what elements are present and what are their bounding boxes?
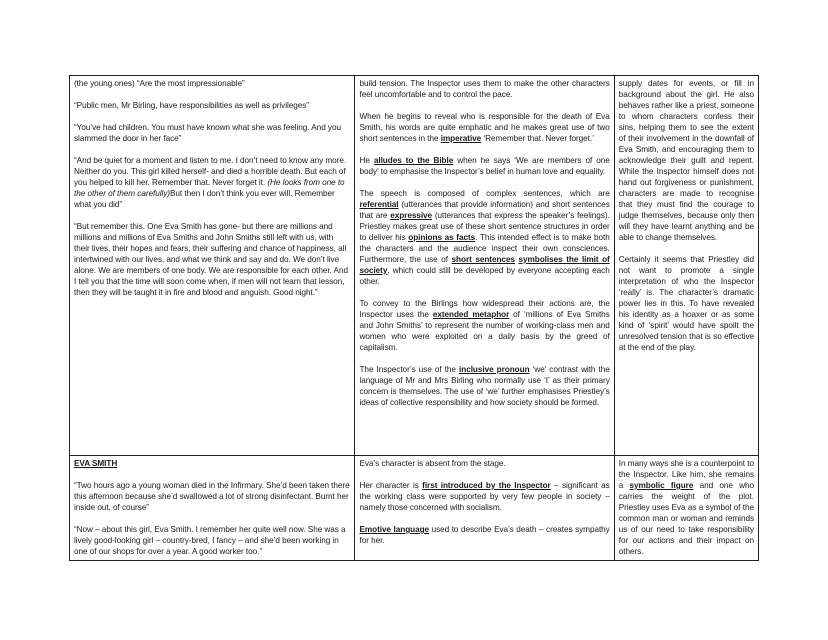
quote: “You’ve had children. You must have known what she was feeling. And you slammed the door in her face” [74,123,341,143]
analysis-paragraph: Her character is first introduced by the Inspector – significant as the working class were supported by very few people in society – namely those concerned with socialism. [359,481,610,512]
key-term: symbolic figure [629,481,694,490]
quote: “Two hours ago a young woman died in the Infirmary. She’d been taken there this afternoon because she’d swallowed a lot of strong disinfectant. Burnt her inside out, of course” [74,481,350,512]
quote: “But remember this. One Eva Smith has gone- but there are millions and millions and millions of Eva Smiths and John Smiths still left with us, with their lives, their hopes and fears, their suffering and chance of happiness, all intertwined with our lives, and what we think and say and do. We don’t live alone. We are members of one body. We are responsible for each other. And I tell you that the time will soon come when, if men will not learn that lesson, then they will be taught it in fire and blood and anguish. Good night.” [74,222,348,297]
quotes-cell [70,456,355,561]
context-cell [614,76,758,456]
context-paragraph: In many ways she is a counterpoint to the Inspector. Like him, she remains a symbolic figure and one who carries the weight of the plot. Priestley uses Eva as a symbol of the common man or woman and reminds us of our need to take responsibility for our actions and their impact on others. [618,459,755,556]
analysis-paragraph: Eva’s character is absent from the stage. [359,459,506,468]
key-term: referential [359,200,399,209]
table-row-inspector [70,76,759,456]
key-term: symbolises the limit of society [359,255,610,275]
context-paragraph: supply dates for events, or fill in background about the girl. He also behaves rather like a priest, someone to whom characters confess their sins, helping them to see the extent of their involvement in the downfall of Eva Smith, and encouraging them to acknowledge their guilt and repent. While the Inspector himself does not hand out forgiveness or punishment, characters are made to recognise that they must find the courage to judge themselves, because only then will they have learnt anything and be able to change themselves. [618,79,754,242]
key-term: short sentences [451,255,515,264]
quotes-cell [70,76,355,456]
context-paragraph: Certainly it seems that Priestley did not want to promote a single interpretation of who the Inspector ‘really’ is. The character’s dramatic power lies in this. To have revealed his identity as a hoaxer or as some kind of ‘spirit’ would have spoilt the unresolved tension that is so effective at the end of the play. [618,255,754,352]
key-term: imperative [440,134,482,143]
analysis-paragraph: build tension. The Inspector uses them to make the other characters feel uncomfortable and to control the pace. [359,79,610,99]
analysis-table [69,75,759,561]
stage-direction: (He looks from one to the other of them carefully) [74,178,345,198]
analysis-paragraph: When he begins to reveal who is responsible for the death of Eva Smith, his words are quite emphatic and he makes great use of two short sentences in the imperative ‘Remember that. Never forget.’ [359,112,610,143]
analysis-paragraph: He alludes to the Bible when he says ‘We are members of one body’ to emphasise the Inspector’s belief in human love and equality. [359,156,610,176]
quote: (the young ones) “Are the most impressionable” [74,79,245,88]
analysis-cell [355,456,614,561]
key-term: extended metaphor [432,310,510,319]
analysis-paragraph: The speech is composed of complex sentences, which are referential (utterances that provide information) and short sentences that are expressive (utterances that express the speaker’s feelings). Priestley makes great use of these short sentence structures in order to deliver his opinions as facts. This intended effect is to make both the characters and the audience inspect their own consciences. Furthermore, the use of short sentences symbolises the limit of society, which could still be developed by everyone accepting each other. [359,189,610,286]
key-term: expressive [390,211,433,220]
analysis-cell [355,76,614,456]
analysis-paragraph: Emotive language used to describe Eva’s death – creates sympathy for her. [359,525,610,545]
quote: “Now – about this girl, Eva Smith. I remember her quite well now. She was a lively good-looking girl – country-bred, I fancy – and she’d been working in one of our shops for over a year. A good worker too.” [74,525,346,556]
quote: “And be quiet for a moment and listen to me. I don’t need to know any more. Neither do you. This girl killed herself- and died a horrible death. But each of you helped to kill her. Remember that. Never forget it. (He looks from one to the other of them carefully)But then I don’t think you ever will. Remember what you did” [74,156,347,209]
context-cell [614,456,758,561]
key-term: first introduced by the Inspector [422,481,551,490]
key-term: inclusive pronoun [459,365,530,374]
key-term: opinions as facts [408,233,476,242]
key-term: Emotive language [359,525,430,534]
table-row-eva [70,456,759,561]
section-heading: EVA SMITH [74,459,118,468]
analysis-paragraph: To convey to the Birlings how widespread their actions are, the Inspector uses the extended metaphor of ‘millions of Eva Smiths and John Smiths’ to represent the number of working-class men and women who were exploited on a daily basis by the greed of capitalism. [359,299,610,352]
analysis-paragraph: The Inspector’s use of the inclusive pronoun ‘we’ contrast with the language of Mr and Mrs Birling who normally use ‘I’ as their primary concern is themselves. The use of ‘we’ further emphasises Priestley’s ideas of collective responsibility and how society should be formed. [359,365,610,407]
quote: “Public men, Mr Birling, have responsibilities as well as privileges” [74,101,309,110]
key-term: alludes to the Bible [373,156,454,165]
